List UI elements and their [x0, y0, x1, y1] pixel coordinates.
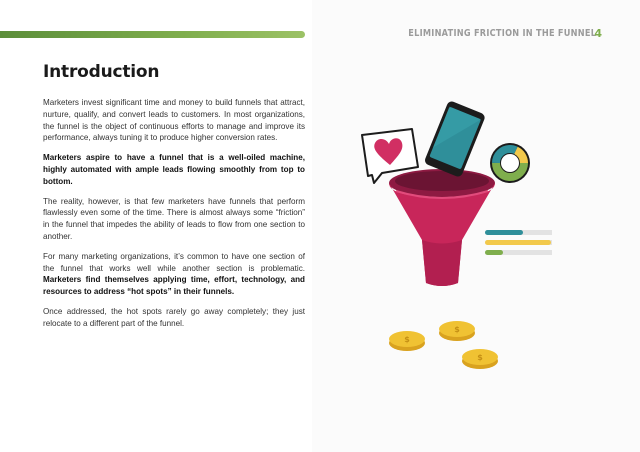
paragraph-1-text: Marketers invest significant time and money to build funnels that attract, nurture, qualify, and convert leads to customers. In most organizations, the funnel is the object of continuous efforts to manage and improve its performance, always tuning it to produce higher conversion rates.	[43, 98, 305, 143]
paragraph-1	[43, 97, 305, 144]
donut-chart-icon	[490, 143, 530, 183]
paragraph-4-bold: Marketers find themselves applying time, effort, technology, and resources to address “hot spots” in their funnels.	[43, 275, 305, 297]
coin-icon	[389, 331, 425, 351]
bar-chart-icon	[485, 230, 552, 255]
running-header: ELIMINATING FRICTION IN THE FUNNEL	[408, 28, 596, 39]
svg-text:$: $	[404, 335, 410, 344]
smartphone-icon	[424, 100, 487, 178]
paragraph-2	[43, 152, 305, 187]
funnel-icon	[389, 169, 495, 286]
coin-icon	[462, 349, 498, 369]
svg-text:$: $	[454, 325, 460, 334]
paragraph-5	[43, 306, 305, 330]
paragraph-4-text: For many marketing organizations, it’s common to have one section of the funnel that works well while another section is problematic.	[43, 251, 305, 273]
header-accent-bar	[0, 31, 305, 38]
funnel-illustration	[352, 95, 552, 385]
paragraph-3-text: The reality, however, is that few marketers have funnels that perform flawlessly even some of the time. There is almost always some “friction” in the funnel that impedes the ability of leads to flow from one section to another.	[43, 196, 305, 241]
paragraph-4	[43, 251, 305, 298]
section-title: Introduction	[43, 62, 160, 82]
page-number: 4	[594, 27, 602, 40]
coin-icon	[439, 321, 475, 341]
paragraph-2-bold: Marketers aspire to have a funnel that is a well-oiled machine, highly automated with ample leads flowing smoothly from top to bottom.	[43, 153, 305, 186]
svg-text:$: $	[477, 353, 483, 362]
paragraph-3	[43, 196, 305, 243]
paragraph-5-text: Once addressed, the hot spots rarely go away completely; they just relocate to a different part of the funnel.	[43, 306, 305, 328]
body-text	[43, 97, 305, 338]
